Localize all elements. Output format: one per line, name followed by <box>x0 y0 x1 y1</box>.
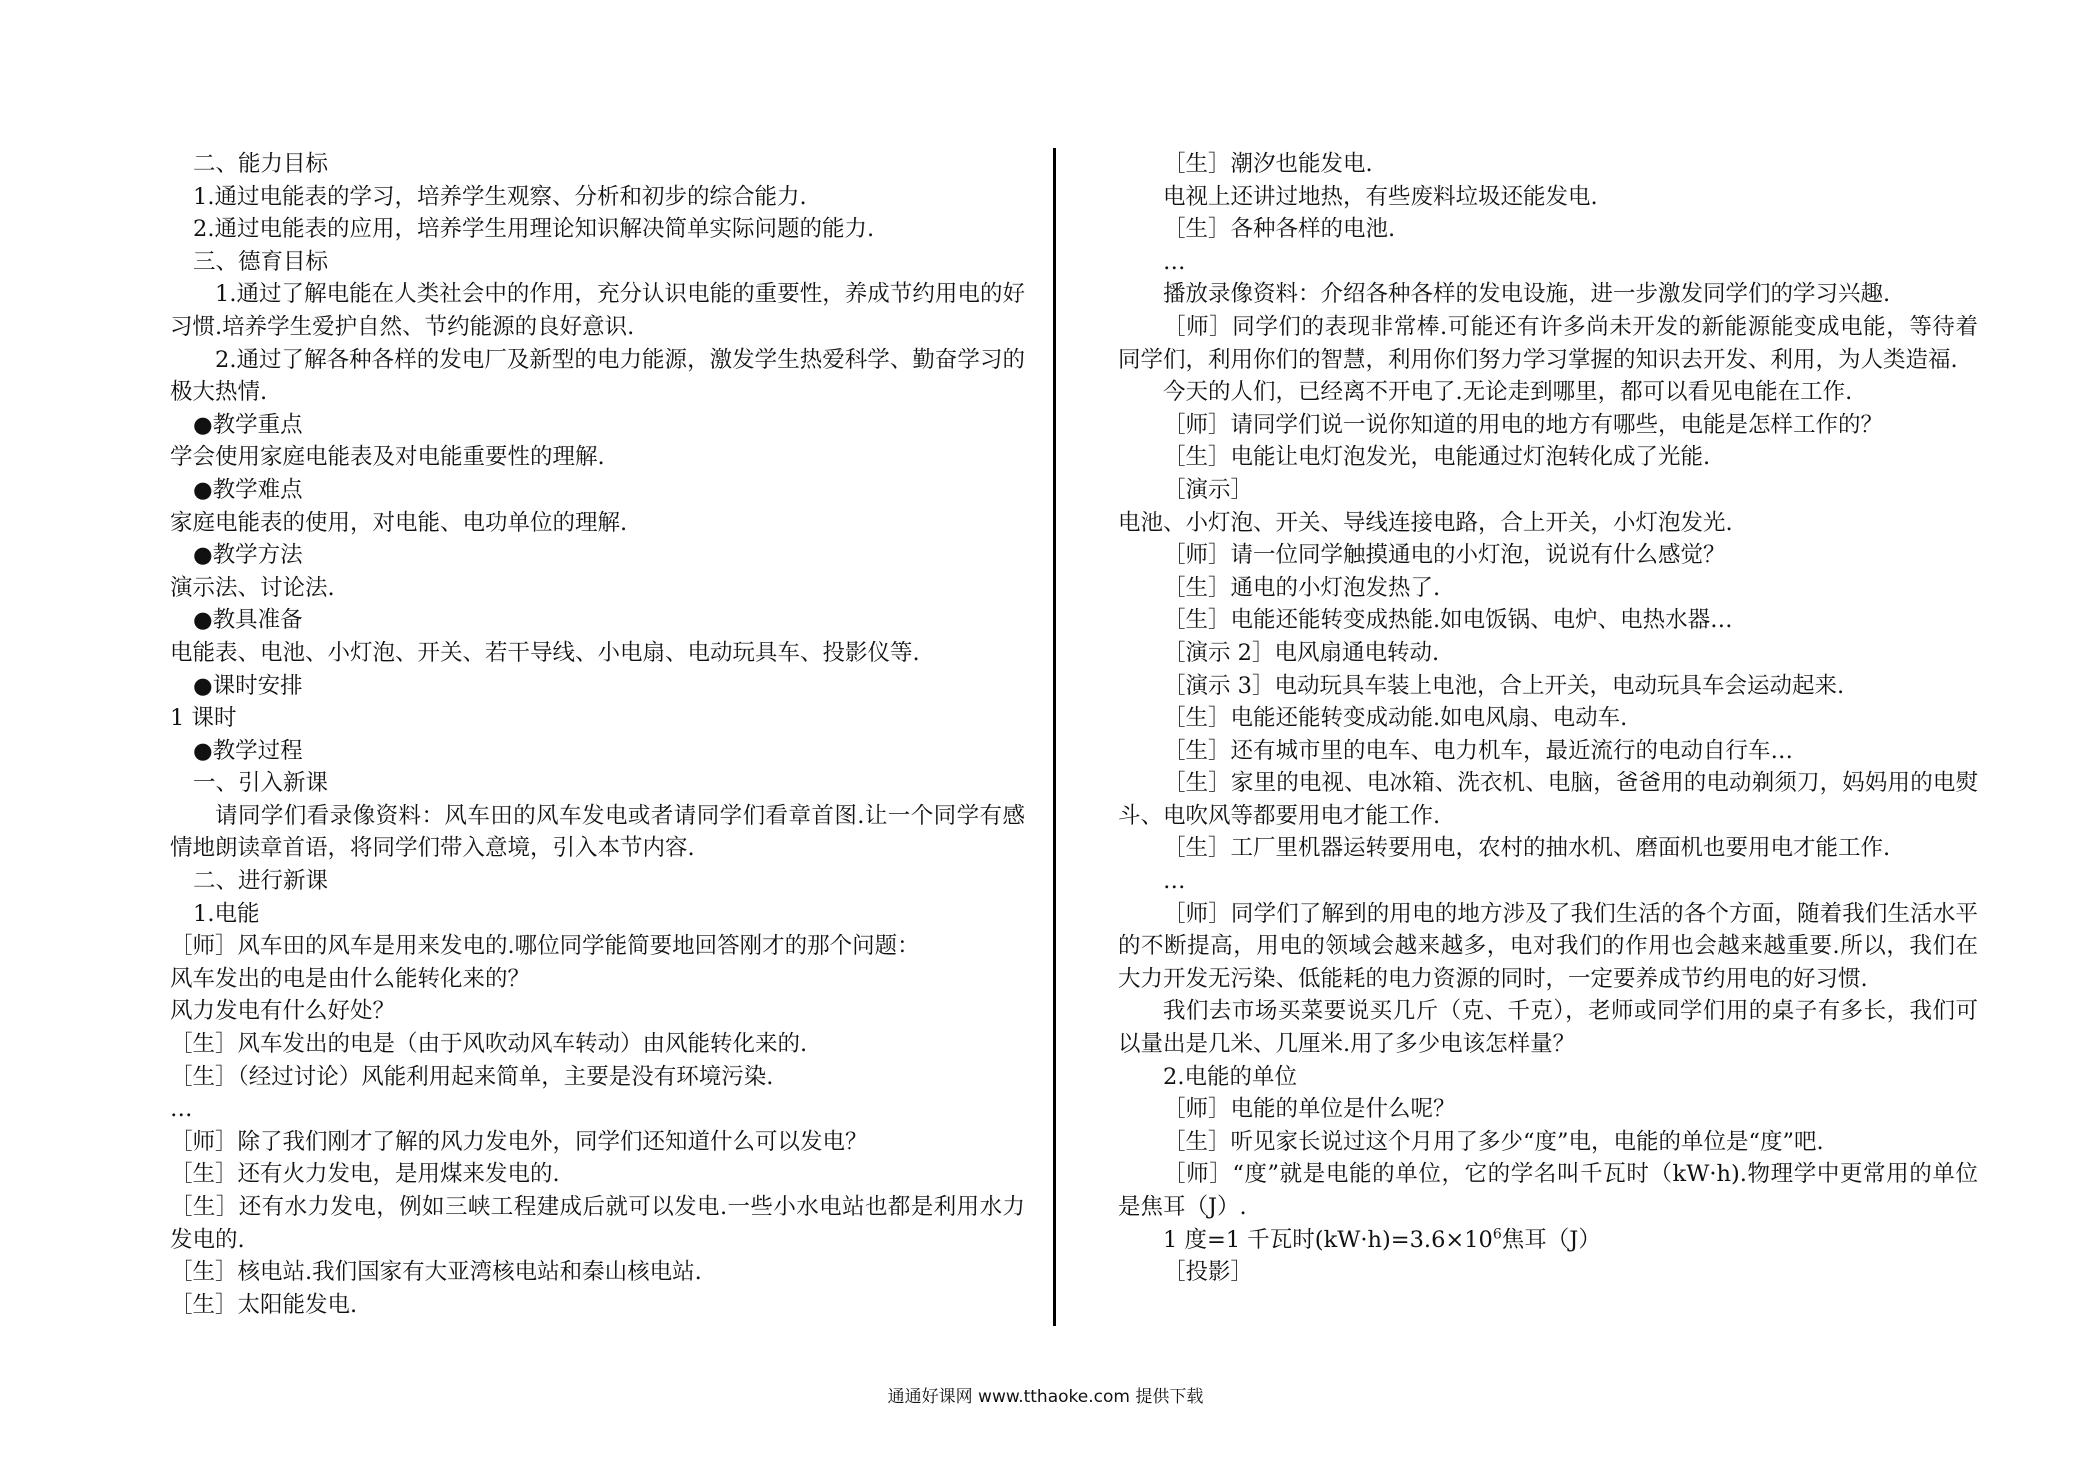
dialogue-line: 风车发出的电是由什么能转化来的？ <box>170 965 531 992</box>
formula-unit: 焦耳（J） <box>1501 1226 1601 1253</box>
ellipsis: … <box>1163 248 1186 275</box>
heading-process: ●教学过程 <box>193 737 303 764</box>
paragraph: 请同学们看录像资料：风车田的风车发电或者请同学们看章首图.让一个同学有感情地朗读章首语，将同学们带入意境，引入本节内容. <box>170 802 1025 862</box>
dialogue-line: ［师］请一位同学触摸通电的小灯泡，说说有什么感觉？ <box>1163 542 1726 569</box>
ellipsis: … <box>170 1096 193 1123</box>
paragraph: 1.通过电能表的学习，培养学生观察、分析和初步的综合能力. <box>193 183 807 210</box>
dialogue-line: ［生］各种各样的电池. <box>1163 216 1396 243</box>
paragraph: 今天的人们，已经离不开电了.无论走到哪里，都可以看见电能在工作. <box>1163 379 1853 406</box>
heading-electric-energy: 1.电能 <box>193 900 260 927</box>
demo-line: ［演示 2］电风扇通电转动. <box>1163 639 1440 666</box>
projection-label: ［投影］ <box>1163 1259 1254 1286</box>
dialogue-line: ［生］家里的电视、电冰箱、洗衣机、电脑，爸爸用的电动剃须刀，妈妈用的电熨斗、电吹风等都要用电才能工作. <box>1118 770 1978 829</box>
dialogue-line: ［生］听见家长说过这个月用了多少“度”电，电能的单位是“度”吧. <box>1163 1128 1824 1155</box>
paragraph: 电能表、电池、小灯泡、开关、若干导线、小电扇、电动玩具车、投影仪等. <box>170 639 920 666</box>
dialogue-line: ［生］工厂里机器运转要用电，农村的抽水机、磨面机也要用电才能工作. <box>1163 835 1891 862</box>
heading-schedule: ●课时安排 <box>193 672 303 699</box>
paragraph: 家庭电能表的使用，对电能、电功单位的理解. <box>170 509 628 536</box>
dialogue-line: 风力发电有什么好处？ <box>170 998 396 1025</box>
dialogue-line: ［师］风车田的风车是用来发电的.哪位同学能简要地回答刚才的那个问题： <box>170 933 920 960</box>
column-divider <box>1053 148 1056 1326</box>
dialogue-line: 电视上还讲过地热，有些废料垃圾还能发电. <box>1163 183 1598 210</box>
paragraph: 2.通过电能表的应用，培养学生用理论知识解决简单实际问题的能力. <box>193 216 875 243</box>
heading-new-lesson: 二、进行新课 <box>193 868 329 895</box>
demo-line: ［演示 3］电动玩具车装上电池，合上开关，电动玩具车会运动起来. <box>1163 672 1845 699</box>
heading-intro: 一、引入新课 <box>193 770 329 797</box>
dialogue-line: ［生］太阳能发电. <box>170 1291 358 1318</box>
dialogue-line: ［师］电能的单位是什么呢？ <box>1163 1096 1456 1123</box>
formula-text: 1 度=1 千瓦时(kW·h)=3.6×10 <box>1163 1226 1493 1253</box>
dialogue-line: ［生］风车发出的电是（由于风吹动风车转动）由风能转化来的. <box>170 1031 808 1058</box>
dialogue-line: ［生］还有城市里的电车、电力机车，最近流行的电动自行车… <box>1163 737 1794 764</box>
dialogue-line: ［生］电能还能转变成动能.如电风扇、电动车. <box>1163 705 1628 732</box>
paragraph: 播放录像资料：介绍各种各样的发电设施，进一步激发同学们的学习兴趣. <box>1163 281 1891 308</box>
heading-difficulties: ●教学难点 <box>193 476 303 503</box>
dialogue-line: ［师］“度”就是电能的单位，它的学名叫千瓦时（kW·h).物理学中更常用的单位是焦耳（J）. <box>1118 1161 1978 1220</box>
dialogue-line: ［生］通电的小灯泡发热了. <box>1163 574 1441 601</box>
heading-energy-unit: 2.电能的单位 <box>1163 1063 1297 1090</box>
paragraph: 1 课时 <box>170 705 237 732</box>
paragraph: 2.通过了解各种各样的发电厂及新型的电力能源，激发学生热爱科学、勤奋学习的极大热情. <box>170 346 1025 406</box>
dialogue-line: ［生］还有水力发电，例如三峡工程建成后就可以发电.一些小水电站也都是利用水力发电的. <box>170 1194 1025 1253</box>
dialogue-line: ［师］除了我们刚才了解的风力发电外，同学们还知道什么可以发电？ <box>170 1128 868 1155</box>
demo-label: ［演示］ <box>1163 476 1254 503</box>
footer-credit: 通通好课网 www.tthaoke.com 提供下载 <box>887 1387 1204 1407</box>
dialogue-line: ［师］请同学们说一说你知道的用电的地方有哪些，电能是怎样工作的？ <box>1163 411 1884 438</box>
right-column <box>1118 148 1978 1289</box>
formula-line <box>1118 1224 1978 1257</box>
dialogue-line: ［生］电能还能转变成热能.如电饭锅、电炉、电热水器… <box>1163 607 1733 634</box>
dialogue-line: ［生］核电站.我们国家有大亚湾核电站和秦山核电站. <box>170 1259 702 1286</box>
left-column <box>170 148 1025 1321</box>
dialogue-line: ［师］同学们了解到的用电的地方涉及了我们生活的各个方面，随着我们生活水平的不断提高，用电的领域会越来越多，电对我们的作用也会越来越重要.所以，我们在大力开发无污染、低能耗的电力资源的同时，一定要养成节约用电的好习惯. <box>1118 900 1978 992</box>
paragraph: 我们去市场买菜要说买几斤（克、千克），老师或同学们用的桌子有多长，我们可以量出是几米、几厘米.用了多少电该怎样量？ <box>1118 998 1978 1058</box>
dialogue-line: ［生］电能让电灯泡发光，电能通过灯泡转化成了光能. <box>1163 444 1711 471</box>
heading-ability-goals: 二、能力目标 <box>193 151 329 177</box>
ellipsis: … <box>1163 868 1186 895</box>
dialogue-line: ［师］同学们的表现非常棒.可能还有许多尚未开发的新能源能变成电能，等待着同学们，利用你们的智慧，利用你们努力学习掌握的知识去开发、利用，为人类造福. <box>1118 313 1978 373</box>
dialogue-line: ［生］（经过讨论）风能利用起来简单，主要是没有环境污染. <box>170 1063 774 1090</box>
dialogue-line: ［生］还有火力发电，是用煤来发电的. <box>170 1161 560 1188</box>
heading-methods: ●教学方法 <box>193 542 303 569</box>
paragraph: 演示法、讨论法. <box>170 574 335 601</box>
heading-materials: ●教具准备 <box>193 607 303 634</box>
dialogue-line: ［生］潮汐也能发电. <box>1163 151 1373 177</box>
heading-moral-goals: 三、德育目标 <box>193 248 329 275</box>
heading-key-points: ●教学重点 <box>193 411 303 438</box>
paragraph: 电池、小灯泡、开关、导线连接电路，合上开关，小灯泡发光. <box>1118 509 1733 536</box>
paragraph: 1.通过了解电能在人类社会中的作用，充分认识电能的重要性，养成节约用电的好习惯.培养学生爱护自然、节约能源的良好意识. <box>170 281 1025 340</box>
paragraph: 学会使用家庭电能表及对电能重要性的理解. <box>170 444 605 471</box>
formula-exponent: 6 <box>1492 1226 1502 1243</box>
